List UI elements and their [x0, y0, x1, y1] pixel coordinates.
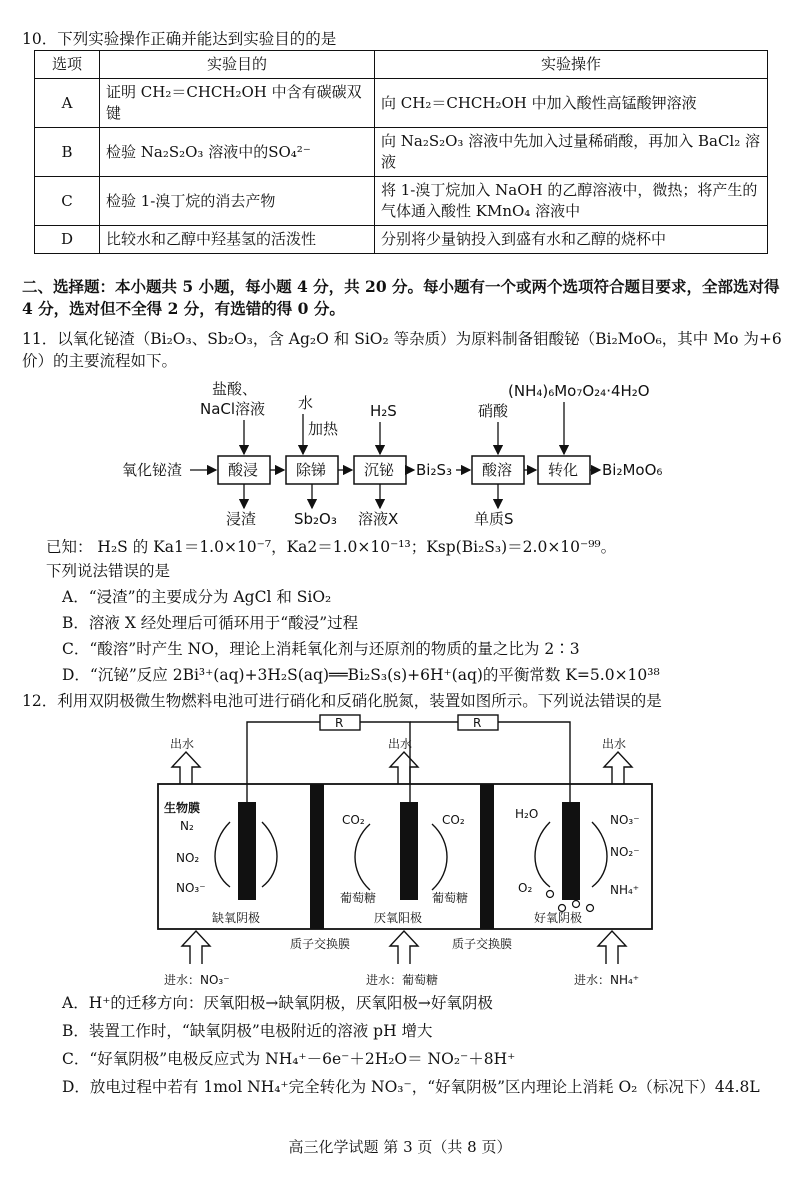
outlet-label: 出水 — [170, 737, 195, 751]
input-nacl: NaCl溶液 — [200, 400, 266, 418]
output-sulfur: 单质S — [474, 510, 514, 528]
inlet-arrow — [182, 931, 210, 964]
output-residue: 浸渣 — [226, 510, 257, 528]
input-h2s: H₂S — [370, 402, 397, 420]
row-goal: 证明 CH₂＝CHCH₂OH 中含有碳碳双键 — [100, 79, 375, 128]
input-molybdate: (NH₄)₆Mo₇O₂₄·4H₂O — [508, 382, 650, 400]
q11-flowchart — [120, 372, 680, 537]
outlet-label: 出水 — [388, 737, 413, 751]
input-hno3: 硝酸 — [478, 402, 509, 420]
input-heat: 加热 — [308, 420, 339, 438]
header-goal: 实验目的 — [100, 51, 375, 79]
inlet-label: 进水：葡萄糖 — [366, 973, 439, 987]
membrane-label: 质子交换膜 — [452, 937, 513, 951]
membrane-left — [310, 784, 324, 929]
outlet-arrow — [604, 752, 632, 784]
q12-option-b: B．装置工作时，“缺氧阴极”电极附近的溶液 pH 增大 — [62, 1022, 433, 1040]
species-glucose: 葡萄糖 — [340, 891, 377, 905]
aerobic-cathode — [562, 802, 580, 900]
biofilm-label: 生物膜 — [164, 801, 201, 815]
species-glucose: 葡萄糖 — [432, 891, 469, 905]
row-operation: 将 1-溴丁烷加入 NaOH 的乙醇溶液中，微热；将产生的气体通入酸性 KMnO₄ 溶液中 — [375, 177, 768, 226]
q11-known: 已知： H₂S 的 Ka1＝1.0×10⁻⁷，Ka2＝1.0×10⁻¹³；Ksp(Bi₂S₃)＝2.0×10⁻⁹⁹。 — [46, 538, 617, 556]
flow-mid: Bi₂S₃ — [416, 461, 453, 479]
anaerobic-anode — [400, 802, 418, 900]
q11-option-d: D．“沉铋”反应 2Bi³⁺(aq)+3H₂S(aq)══Bi₂S₃(s)+6H⁺(aq)的平衡常数 K=5.0×10³⁸ — [62, 666, 660, 684]
species-no2: NO₂ — [176, 851, 200, 865]
species-no2: NO₂⁻ — [610, 845, 640, 859]
table-row — [35, 177, 768, 226]
step-sb-removal: 除锑 — [296, 461, 327, 479]
row-option: D — [35, 226, 100, 254]
step-bi-precip: 沉铋 — [364, 461, 395, 479]
step-acid-leach: 酸浸 — [228, 461, 259, 479]
q12-option-c: C．“好氧阴极”电极反应式为 NH₄⁺－6e⁻＋2H₂O＝ NO₂⁻＋8H⁺ — [62, 1050, 516, 1068]
q10-table — [34, 50, 768, 254]
q12-option-a: A．H⁺的迁移方向：厌氧阳极→缺氧阴极，厌氧阳极→好氧阴极 — [62, 994, 493, 1012]
q11-option-c: C．“酸溶”时产生 NO，理论上消耗氧化剂与还原剂的物质的量之比为 2∶3 — [62, 640, 580, 658]
row-option: C — [35, 177, 100, 226]
q11-ask: 下列说法错误的是 — [46, 562, 171, 580]
bubble-icon — [573, 901, 580, 908]
species-no3: NO₃⁻ — [176, 881, 206, 895]
membrane-right — [480, 784, 494, 929]
q10-stem: 10．下列实验操作正确并能达到实验目的的是 — [22, 30, 337, 48]
outlet-label: 出水 — [602, 737, 627, 751]
flow-start: 氧化铋渣 — [122, 461, 183, 479]
table-header-row — [35, 51, 768, 79]
input-hcl: 盐酸、 — [212, 380, 258, 398]
row-operation: 向 CH₂＝CHCH₂OH 中加入酸性高锰酸钾溶液 — [375, 79, 768, 128]
header-option: 选项 — [35, 51, 100, 79]
q12-figure — [150, 712, 660, 992]
step-conversion: 转化 — [548, 461, 579, 479]
species-o2: O₂ — [518, 881, 533, 895]
outlet-arrow — [390, 752, 418, 784]
row-operation: 分别将少量钠投入到盛有水和乙醇的烧杯中 — [375, 226, 768, 254]
resistor-label: R — [473, 716, 482, 730]
q11-option-a: A．“浸渣”的主要成分为 AgCl 和 SiO₂ — [62, 588, 332, 606]
q11-option-b: B．溶液 X 经处理后可循环用于“酸浸”过程 — [62, 614, 359, 632]
q12-option-d: D．放电过程中若有 1mol NH₄⁺完全转化为 NO₃⁻，“好氧阴极”区内理论上消耗 O₂（标况下）44.8L — [62, 1078, 760, 1096]
row-option: A — [35, 79, 100, 128]
step-acid-dissolve: 酸溶 — [482, 461, 513, 479]
row-goal: 检验 1-溴丁烷的消去产物 — [100, 177, 375, 226]
inlet-label: 进水：NO₃⁻ — [164, 973, 230, 987]
species-h2o: H₂O — [515, 807, 539, 821]
electrode-label: 缺氧阴极 — [212, 911, 261, 925]
inlet-arrow — [598, 931, 626, 964]
q12-stem: 12．利用双阴极微生物燃料电池可进行硝化和反硝化脱氮，装置如图所示。下列说法错误的是 — [22, 692, 662, 710]
table-row — [35, 128, 768, 177]
resistor-label: R — [335, 716, 344, 730]
table-row — [35, 226, 768, 254]
electrode-label: 好氧阴极 — [534, 911, 583, 925]
inlet-label: 进水：NH₄⁺ — [574, 973, 640, 987]
q11-stem: 11．以氧化铋渣（Bi₂O₃、Sb₂O₃，含 Ag₂O 和 SiO₂ 等杂质）为原料制备钼酸铋（Bi₂MoO₆，其中 Mo 为+6 价）的主要流程如下。 — [22, 330, 782, 370]
bubble-icon — [547, 891, 554, 898]
species-n2: N₂ — [180, 819, 194, 833]
input-water: 水 — [298, 394, 314, 412]
table-row — [35, 79, 768, 128]
species-no3: NO₃⁻ — [610, 813, 640, 827]
row-option: B — [35, 128, 100, 177]
flow-end: Bi₂MoO₆ — [602, 461, 663, 479]
row-goal: 比较水和乙醇中羟基氢的活泼性 — [100, 226, 375, 254]
species-co2: CO₂ — [342, 813, 365, 827]
membrane-label: 质子交换膜 — [290, 937, 351, 951]
output-solution-x: 溶液X — [358, 510, 399, 528]
row-goal: 检验 Na₂S₂O₃ 溶液中的SO₄²⁻ — [100, 128, 375, 177]
section-heading: 二、选择题：本小题共 5 小题，每小题 4 分，共 20 分。每小题有一个或两个选项符合题目要求，全部选对得 4 分，选对但不全得 2 分，有选错的得 0 分。 — [22, 277, 780, 318]
outlet-arrow — [172, 752, 200, 784]
species-co2: CO₂ — [442, 813, 465, 827]
header-operation: 实验操作 — [375, 51, 768, 79]
row-operation: 向 Na₂S₂O₃ 溶液中先加入过量稀硝酸，再加入 BaCl₂ 溶液 — [375, 128, 768, 177]
inlet-arrow — [390, 931, 418, 964]
bubble-icon — [587, 905, 594, 912]
anoxic-cathode — [238, 802, 256, 900]
page-footer: 高三化学试题 第 3 页（共 8 页） — [288, 1138, 512, 1156]
output-sb2o3: Sb₂O₃ — [294, 510, 337, 528]
species-nh4: NH₄⁺ — [610, 883, 640, 897]
electrode-label: 厌氧阳极 — [374, 911, 423, 925]
